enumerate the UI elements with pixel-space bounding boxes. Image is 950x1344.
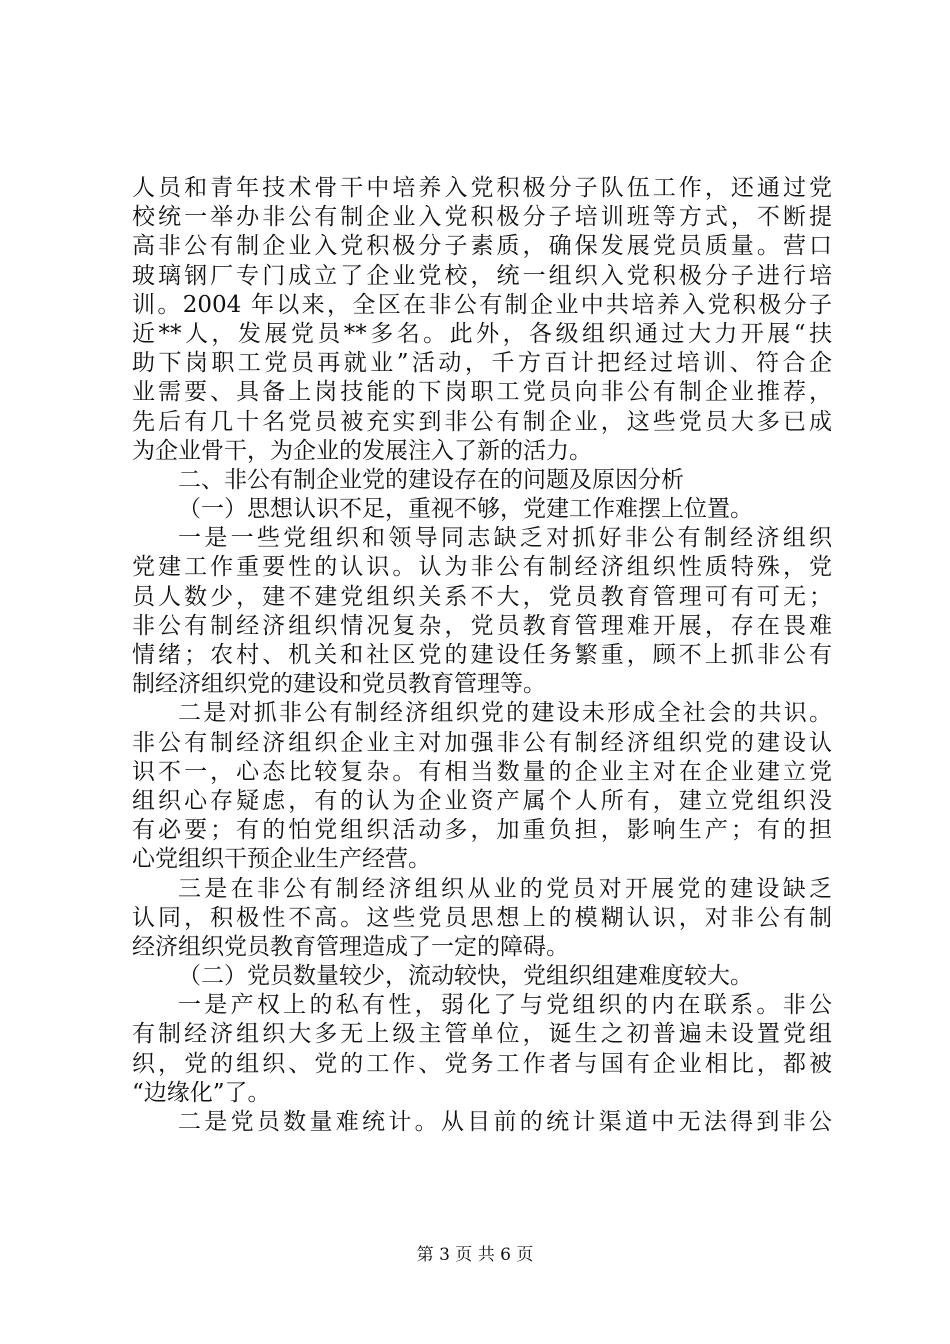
body-line: 助下岗职工党员再就业”活动，千方百计把经过培训、符合企 <box>132 350 832 377</box>
body-line: 玻璃钢厂专门成立了企业党校，统一组织入党积极分子进行培 <box>132 262 832 289</box>
body-line: 近**人，发展党员**多名。此外，各级组织通过大力开展“扶 <box>132 320 832 347</box>
section-heading: 二、非公有制企业党的建设存在的问题及原因分析 <box>178 466 684 493</box>
body-line: 组织心存疑虑，有的认为企业资产属个人所有，建立党组织没 <box>132 787 832 814</box>
body-line: 情绪；农村、机关和社区党的建设任务繁重，顾不上抓非公有 <box>132 642 832 668</box>
body-line: 有制经济组织大多无上级主管单位，诞生之初普遍未设置党组 <box>132 1021 832 1048</box>
body-line: 有必要；有的怕党组织活动多，加重负担，影响生产；有的担 <box>132 817 832 844</box>
body-line: 党建工作重要性的认识。认为非公有制经济组织性质特殊，党 <box>132 554 832 581</box>
body-line: “边缘化”了。 <box>132 1079 271 1106</box>
body-line: 非公有制经济组织情况复杂，党员教育管理难开展，存在畏难 <box>132 612 832 639</box>
body-line: 一是一些党组织和领导同志缺乏对抓好非公有制经济组织 <box>178 525 832 552</box>
body-line: 二是对抓非公有制经济组织党的建设未形成全社会的共识。 <box>178 700 832 727</box>
subsection-heading: （一）思想认识不足，重视不够，党建工作难摆上位置。 <box>178 496 753 523</box>
body-line: 一是产权上的私有性，弱化了与党组织的内在联系。非公 <box>178 992 832 1019</box>
body-line: 高非公有制企业入党积极分子素质，确保发展党员质量。营口 <box>132 233 832 260</box>
body-line: 制经济组织党的建设和党员教育管理等。 <box>132 671 546 698</box>
document-body <box>132 174 832 1137</box>
body-line: 认同，积极性不高。这些党员思想上的模糊认识，对非公有制 <box>132 904 832 931</box>
subsection-heading: （二）党员数量较少，流动较快，党组织组建难度较大。 <box>178 963 753 990</box>
body-line: 非公有制经济组织企业主对加强非公有制经济组织党的建设认 <box>132 729 832 756</box>
body-line: 识不一，心态比较复杂。有相当数量的企业主对在企业建立党 <box>132 758 832 785</box>
body-line: 人员和青年技术骨干中培养入党积极分子队伍工作，还通过党 <box>132 175 832 201</box>
body-line: 员人数少，建不建党组织关系不大，党员教育管理可有可无； <box>132 583 832 610</box>
body-line: 三是在非公有制经济组织从业的党员对开展党的建设缺乏 <box>178 875 832 902</box>
body-line: 先后有几十名党员被充实到非公有制企业，这些党员大多已成 <box>132 408 832 435</box>
body-line: 为企业骨干，为企业的发展注入了新的活力。 <box>132 437 592 464</box>
body-line: 二是党员数量难统计。从目前的统计渠道中无法得到非公 <box>178 1109 832 1135</box>
body-line: 训。2004 年以来，全区在非公有制企业中共培养入党积极分子 <box>132 291 832 318</box>
body-line: 织，党的组织、党的工作、党务工作者与国有企业相比，都被 <box>132 1050 832 1077</box>
body-line: 校统一举办非公有制企业入党积极分子培训班等方式，不断提 <box>132 204 832 231</box>
body-line: 心党组织干预企业生产经营。 <box>132 846 431 873</box>
page-number-footer: 第 3 页 共 6 页 <box>416 1245 534 1265</box>
body-line: 经济组织党员教育管理造成了一定的障碍。 <box>132 933 569 960</box>
body-line: 业需要、具备上岗技能的下岗职工党员向非公有制企业推荐， <box>132 379 832 406</box>
